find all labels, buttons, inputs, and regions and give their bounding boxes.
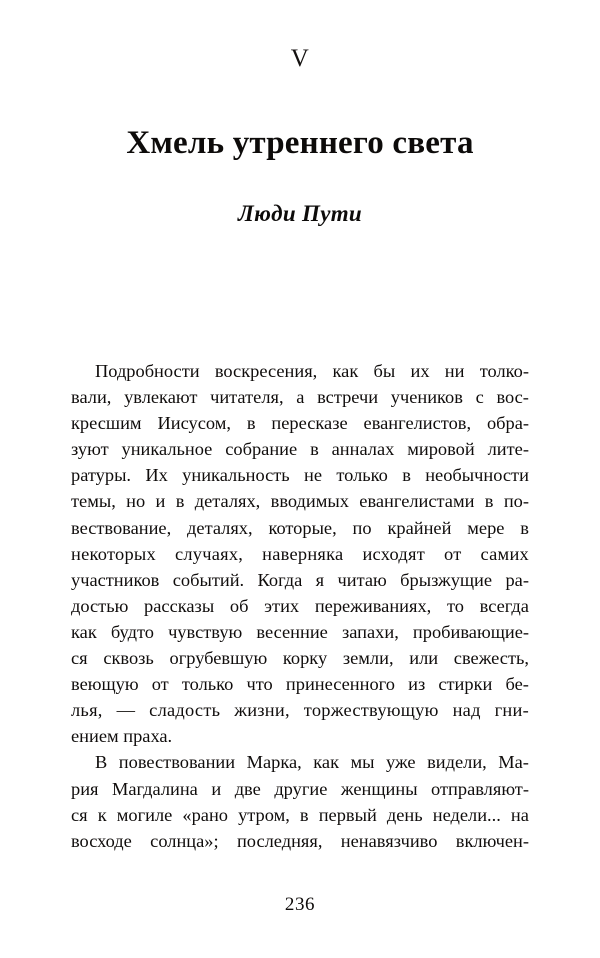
chapter-subtitle: Люди Пути	[237, 201, 362, 227]
text-word: рия	[71, 778, 99, 799]
text-word: мировой	[407, 439, 475, 460]
text-word: толко-	[479, 361, 529, 381]
text-word: на	[510, 804, 529, 825]
text-word: последняя,	[236, 830, 323, 851]
text-line	[71, 619, 529, 645]
text-word: земли,	[342, 648, 394, 669]
text-word: евангелистов,	[363, 413, 472, 434]
text-line	[71, 541, 529, 567]
text-word: ся	[71, 804, 88, 825]
text-word: В	[95, 752, 108, 773]
text-word: из	[408, 674, 426, 695]
text-word: чувствую	[168, 621, 243, 642]
body-text	[71, 358, 529, 854]
text-word: анналах	[331, 439, 395, 460]
text-word: увлекают	[124, 387, 198, 408]
chapter-title: Хмель утреннего света	[126, 125, 474, 162]
chapter-numeral: V	[290, 45, 310, 72]
text-word: читаю	[337, 569, 387, 590]
text-word: крайней	[387, 517, 452, 538]
text-line	[71, 384, 529, 410]
text-word: как	[71, 621, 97, 642]
text-word: только	[181, 674, 234, 695]
text-word: мере	[467, 517, 505, 538]
text-word: их	[410, 361, 430, 381]
text-word: гни-	[494, 700, 529, 721]
text-word: недели...	[432, 804, 501, 825]
text-word: могиле	[116, 804, 173, 825]
text-word: сладость	[149, 700, 221, 721]
text-word: отправляют-	[431, 778, 529, 799]
text-word: уже	[386, 752, 416, 773]
text-word: вводимых	[270, 491, 349, 512]
text-word: от	[151, 674, 169, 695]
text-word: «рано	[182, 804, 228, 825]
text-line	[71, 358, 529, 384]
text-line	[71, 515, 529, 541]
text-word: необычности	[425, 465, 529, 486]
text-word: в	[520, 517, 529, 538]
text-word: учеников	[390, 387, 463, 408]
text-word: достью	[71, 595, 129, 616]
text-word: солнца»;	[150, 830, 219, 851]
text-word: —	[116, 700, 136, 721]
text-word: ра-	[505, 569, 529, 590]
text-word: сквозь	[103, 648, 154, 669]
text-word: в	[299, 804, 309, 825]
text-word: самих	[480, 543, 529, 564]
text-word: над	[452, 700, 481, 721]
text-word: бе-	[505, 674, 529, 695]
text-word: запахи,	[341, 621, 399, 642]
text-word: уникальное	[121, 439, 213, 460]
text-word: как	[332, 361, 359, 381]
text-word: от	[444, 543, 462, 564]
text-word: огрубевшую	[169, 648, 268, 669]
text-line	[71, 645, 529, 671]
text-word: вос-	[496, 387, 529, 408]
text-word: по	[352, 517, 372, 538]
text-line	[71, 488, 529, 514]
text-word: а	[296, 387, 305, 408]
text-word: не	[304, 465, 323, 486]
text-word: веющую	[71, 674, 139, 695]
text-word: в	[246, 413, 256, 434]
text-word: видели,	[427, 752, 487, 773]
text-word: лите-	[487, 439, 529, 460]
text-word: обра-	[486, 413, 529, 434]
text-word: рассказы	[144, 595, 215, 616]
text-word: Марка,	[246, 752, 302, 773]
text-word: воскресения,	[214, 361, 318, 381]
text-word: женщины	[340, 778, 418, 799]
text-line	[71, 776, 529, 802]
text-line	[71, 593, 529, 619]
text-word: встречи	[317, 387, 379, 408]
text-word: что	[246, 674, 273, 695]
text-word: наверняка	[262, 543, 344, 564]
text-line: ением праха.	[71, 726, 173, 747]
text-word: в	[310, 439, 319, 460]
text-word: ратуры.	[71, 465, 132, 486]
text-word: в	[175, 491, 185, 512]
text-word: читателя,	[210, 387, 284, 408]
text-word: мы	[350, 752, 375, 773]
text-word: по-	[503, 491, 529, 512]
text-line	[71, 410, 529, 436]
text-word: восходе	[71, 830, 132, 851]
text-word: я	[315, 569, 325, 590]
text-word: утром,	[238, 804, 290, 825]
text-word: только	[336, 465, 388, 486]
text-word: две	[234, 778, 261, 799]
text-word: ни	[444, 361, 465, 381]
text-word: другие	[274, 778, 328, 799]
text-line	[71, 671, 529, 697]
text-word: деталях,	[194, 491, 261, 512]
text-word: некоторых	[71, 543, 156, 564]
text-word: весенние	[256, 621, 328, 642]
text-word: в	[402, 465, 411, 486]
text-word: день	[386, 804, 423, 825]
text-word: стирки	[438, 674, 493, 695]
text-line	[71, 802, 529, 828]
text-word: в	[484, 491, 494, 512]
text-word: евангелистами	[359, 491, 475, 512]
text-word: вествование,	[71, 517, 172, 538]
text-word: будто	[110, 621, 154, 642]
text-word: Магдалина	[112, 778, 198, 799]
page-number: 236	[284, 894, 316, 915]
text-word: бы	[373, 361, 396, 381]
text-line	[71, 697, 529, 723]
text-word: собрание	[225, 439, 298, 460]
paragraph	[71, 358, 529, 749]
text-word: всегда	[479, 595, 529, 616]
text-word: пересказе	[271, 413, 348, 434]
text-line	[71, 462, 529, 488]
text-word: включен-	[455, 830, 529, 851]
text-word: корку	[282, 648, 328, 669]
text-word: и	[211, 778, 222, 799]
text-word: с	[475, 387, 484, 408]
text-word: повествовании	[118, 752, 236, 773]
text-word: Когда	[257, 569, 303, 590]
text-word: Подробности	[95, 361, 200, 381]
text-word: первый	[318, 804, 377, 825]
paragraph	[71, 749, 529, 853]
text-line	[71, 828, 529, 854]
text-word: то	[446, 595, 464, 616]
text-word: исходят	[362, 543, 425, 564]
text-word: ся	[71, 648, 88, 669]
text-word: деталях,	[187, 517, 253, 538]
text-line	[71, 436, 529, 462]
text-word: ненавязчиво	[340, 830, 438, 851]
text-word: пробивающие-	[412, 621, 529, 642]
text-word: уникальность	[182, 465, 290, 486]
text-word: как	[313, 752, 340, 773]
text-word: торжествующую	[303, 700, 439, 721]
text-word: Иисусом,	[157, 413, 231, 434]
text-word: брызжущие	[400, 569, 493, 590]
text-word: Ма-	[498, 752, 529, 773]
text-word: Их	[145, 465, 168, 486]
text-word: которые,	[268, 517, 337, 538]
text-word: вали,	[71, 387, 112, 408]
text-word: темы,	[71, 491, 116, 512]
text-word: участников	[71, 569, 160, 590]
text-word: или	[409, 648, 439, 669]
text-line	[71, 749, 529, 775]
text-word: событий.	[172, 569, 245, 590]
text-word: этих	[264, 595, 300, 616]
text-word: лья,	[71, 700, 103, 721]
text-word: зуют	[71, 439, 109, 460]
text-word: свежесть,	[453, 648, 529, 669]
text-word: жизни,	[234, 700, 290, 721]
text-word: случаях,	[174, 543, 244, 564]
text-word: принесенного	[285, 674, 395, 695]
text-word: но	[126, 491, 146, 512]
text-word: об	[229, 595, 249, 616]
text-word: кресшим	[71, 413, 142, 434]
text-word: переживаниях,	[314, 595, 432, 616]
text-word: к	[97, 804, 107, 825]
text-line	[71, 567, 529, 593]
text-word: и	[155, 491, 166, 512]
